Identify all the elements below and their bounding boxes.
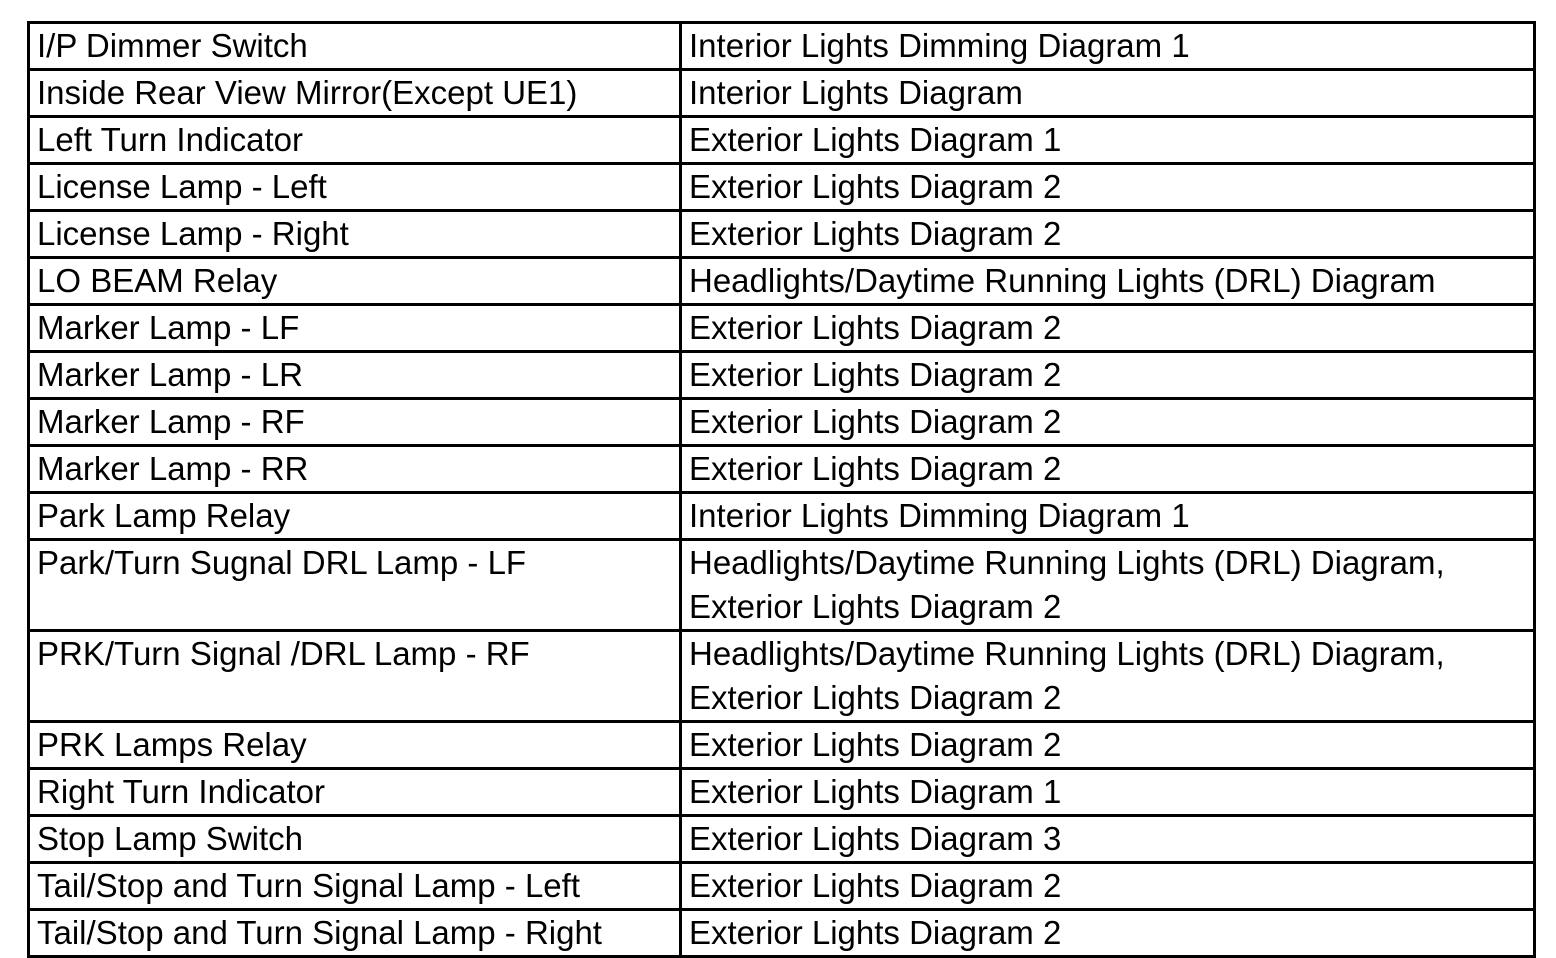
table-row [29, 399, 1535, 446]
diagram-line: Exterior Lights Diagram 2 [689, 168, 1062, 205]
diagram-cell [681, 816, 1535, 863]
table-row [29, 258, 1535, 305]
diagram-cell [681, 399, 1535, 446]
component-cell: Marker Lamp - RF [29, 399, 681, 446]
table-row [29, 722, 1535, 769]
diagram-line: Exterior Lights Diagram 3 [689, 820, 1062, 857]
component-location-table [27, 21, 1536, 958]
diagram-line: Interior Lights Dimming Diagram 1 [689, 27, 1190, 64]
table-row [29, 23, 1535, 70]
diagram-line: Interior Lights Dimming Diagram 1 [689, 497, 1190, 534]
diagram-line: Exterior Lights Diagram 2 [689, 867, 1062, 904]
diagram-cell [681, 540, 1535, 631]
table-body [29, 23, 1535, 957]
diagram-cell [681, 910, 1535, 957]
diagram-line: Exterior Lights Diagram 1 [689, 773, 1062, 810]
component-cell: I/P Dimmer Switch [29, 23, 681, 70]
table-row [29, 70, 1535, 117]
diagram-cell [681, 211, 1535, 258]
diagram-cell [681, 305, 1535, 352]
diagram-line: Exterior Lights Diagram 2 [689, 450, 1062, 487]
diagram-line: Headlights/Daytime Running Lights (DRL) Diagram [689, 262, 1436, 299]
table-row [29, 446, 1535, 493]
component-cell: Marker Lamp - LF [29, 305, 681, 352]
diagram-cell [681, 164, 1535, 211]
component-cell: Tail/Stop and Turn Signal Lamp - Right [29, 910, 681, 957]
component-cell: Inside Rear View Mirror(Except UE1) [29, 70, 681, 117]
table-row [29, 352, 1535, 399]
table-row [29, 863, 1535, 910]
diagram-line: Exterior Lights Diagram 2 [689, 914, 1062, 951]
component-cell: LO BEAM Relay [29, 258, 681, 305]
diagram-cell [681, 352, 1535, 399]
component-cell: PRK Lamps Relay [29, 722, 681, 769]
diagram-cell [681, 863, 1535, 910]
diagram-cell [681, 23, 1535, 70]
table-row [29, 164, 1535, 211]
table-row [29, 305, 1535, 352]
table-row [29, 769, 1535, 816]
diagram-line: Headlights/Daytime Running Lights (DRL) Diagram, [689, 635, 1445, 672]
diagram-cell [681, 446, 1535, 493]
diagram-line: Exterior Lights Diagram 2 [689, 726, 1062, 763]
component-cell: Left Turn Indicator [29, 117, 681, 164]
component-cell: Park/Turn Sugnal DRL Lamp - LF [29, 540, 681, 631]
component-cell: Tail/Stop and Turn Signal Lamp - Left [29, 863, 681, 910]
diagram-line: Interior Lights Diagram [689, 74, 1023, 111]
diagram-cell [681, 70, 1535, 117]
component-cell: Marker Lamp - RR [29, 446, 681, 493]
diagram-line: Exterior Lights Diagram 2 [689, 403, 1062, 440]
component-cell: Marker Lamp - LR [29, 352, 681, 399]
table-row [29, 910, 1535, 957]
diagram-line: Exterior Lights Diagram 2 [689, 215, 1062, 252]
component-cell: Right Turn Indicator [29, 769, 681, 816]
component-cell: License Lamp - Right [29, 211, 681, 258]
diagram-cell [681, 258, 1535, 305]
diagram-cell [681, 493, 1535, 540]
component-cell: Stop Lamp Switch [29, 816, 681, 863]
diagram-cell [681, 722, 1535, 769]
table-row [29, 816, 1535, 863]
component-cell: License Lamp - Left [29, 164, 681, 211]
diagram-line: Exterior Lights Diagram 2 [689, 309, 1062, 346]
diagram-line: Exterior Lights Diagram 2 [689, 588, 1062, 625]
diagram-cell [681, 631, 1535, 722]
diagram-cell [681, 769, 1535, 816]
diagram-line: Exterior Lights Diagram 1 [689, 121, 1062, 158]
diagram-line: Exterior Lights Diagram 2 [689, 679, 1062, 716]
table-row [29, 631, 1535, 722]
table-row [29, 540, 1535, 631]
table-row [29, 117, 1535, 164]
component-cell: PRK/Turn Signal /DRL Lamp - RF [29, 631, 681, 722]
table-row [29, 493, 1535, 540]
diagram-cell [681, 117, 1535, 164]
diagram-line: Exterior Lights Diagram 2 [689, 356, 1062, 393]
table-row [29, 211, 1535, 258]
component-cell: Park Lamp Relay [29, 493, 681, 540]
diagram-line: Headlights/Daytime Running Lights (DRL) Diagram, [689, 544, 1445, 581]
